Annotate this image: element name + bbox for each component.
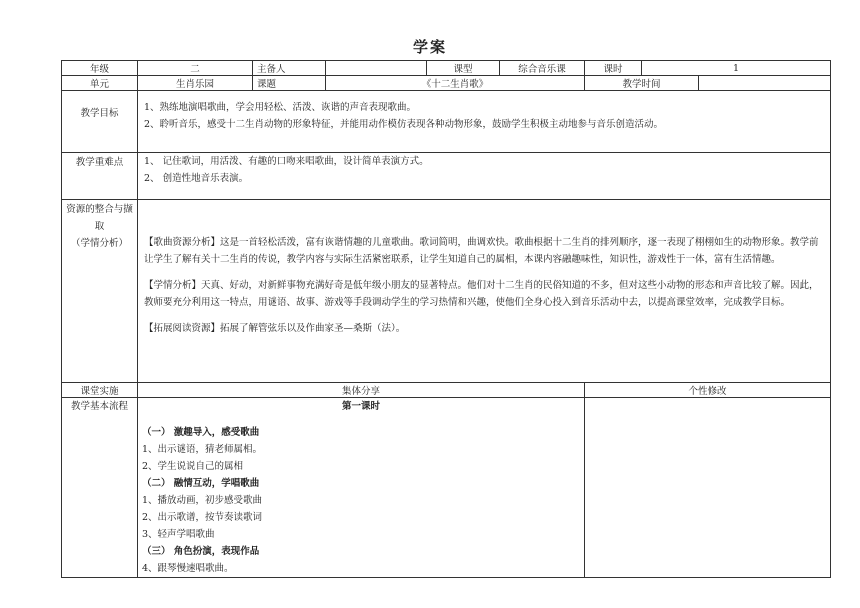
- implementation-header-row: [62, 383, 831, 398]
- lesson-type-label: 课型: [427, 61, 500, 76]
- keypoints-row: [62, 153, 831, 200]
- step-item: 4、跟琴慢速唱歌曲。: [142, 563, 234, 574]
- hours-label: 课时: [585, 61, 642, 76]
- goals-label: 教学目标: [62, 91, 138, 153]
- step-item: 2、出示歌谱，按节奏读歌词: [142, 512, 263, 523]
- goal-item: 1、熟练地演唱歌曲，学会用轻松、活泼、诙谐的声音表现歌曲。: [144, 102, 417, 113]
- section-title: （二） 融情互动，学唱歌曲: [142, 478, 260, 489]
- lesson-title: 第一课时: [341, 401, 380, 412]
- revision-column-header: 个性修改: [585, 383, 831, 398]
- step-item: 1、出示谜语，猜老师属相。: [142, 444, 263, 455]
- section-title: （三） 角色扮演，表现作品: [142, 546, 260, 557]
- preparer-label: 主备人: [253, 61, 326, 76]
- learner-analysis: 【学情分析】天真、好动，对新鲜事物充满好奇是低年级小朋友的显著特点。他们对十二生肖的民俗知道的不多，但对这些小动物的形态和声音比较了解。因此，教师要充分利用这一特点，用谜语、故事、游戏等手段调动学生的学习热情和兴趣，使他们全身心投入到音乐活动中去，以提高课堂效率，完成教学目标。: [144, 280, 819, 308]
- preparer-value: [326, 61, 427, 76]
- step-item: 2、学生说说自己的属相: [142, 461, 244, 472]
- topic-label: 课题: [253, 76, 326, 91]
- step-item: 3、轻声学唱歌曲: [142, 529, 215, 540]
- implementation-label: 课堂实施: [62, 383, 138, 398]
- keypoint-item: 2、 创造性地音乐表演。: [144, 173, 249, 184]
- unit-label: 单元: [62, 76, 138, 91]
- section-title: （一） 激趣导入，感受歌曲: [142, 427, 260, 438]
- extended-reading: 【拓展阅读资源】拓展了解管弦乐以及作曲家圣—桑斯（法）。: [144, 323, 406, 334]
- step-item: 1、播放动画，初步感受歌曲: [142, 495, 263, 506]
- song-analysis: 【歌曲资源分析】这是一首轻松活泼，富有诙谐情趣的儿童歌曲。歌词简明，曲调欢快。歌曲根据十二生肖的排列顺序，逐一表现了栩栩如生的动物形象。教学前让学生了解有关十二生肖的传说，教学内容与实际生活紧密联系，让学生知道自己的属相，本课内容融趣味性，知识性，游戏性于一体，富有生活情趣。: [144, 237, 819, 265]
- goal-item: 2、聆听音乐，感受十二生肖动物的形象特征，并能用动作模仿表现各种动物形象，鼓励学生积极主动地参与音乐创造活动。: [144, 119, 664, 130]
- hours-value: 1: [642, 61, 831, 76]
- revision-cell: [585, 398, 831, 578]
- lesson-plan-table: [61, 60, 831, 578]
- resources-content: [138, 200, 831, 383]
- keypoint-item: 1、 记住歌词，用活泼、有趣的口吻来唱歌曲，设计简单表演方式。: [144, 156, 429, 167]
- flow-label: 教学基本流程: [62, 398, 138, 578]
- goals-row: [62, 91, 831, 153]
- page-title: 学案: [412, 38, 447, 56]
- flow-row: [62, 398, 831, 578]
- topic-value: 《十二生肖歌》: [326, 76, 585, 91]
- info-row-2: [62, 76, 831, 91]
- teaching-time-value: [699, 76, 831, 91]
- shared-column-header: 集体分享: [138, 383, 585, 398]
- keypoints-label: 教学重难点: [62, 153, 138, 200]
- goals-content: [138, 91, 831, 153]
- flow-content: [138, 398, 585, 578]
- teaching-time-label: 教学时间: [585, 76, 699, 91]
- grade-label: 年级: [62, 61, 138, 76]
- info-row-1: [62, 61, 831, 76]
- resources-row: [62, 200, 831, 383]
- keypoints-content: [138, 153, 831, 200]
- grade-value: 二: [138, 61, 253, 76]
- unit-value: 生肖乐园: [138, 76, 253, 91]
- lesson-type-value: 综合音乐课: [500, 61, 585, 76]
- resources-label: 资源的整合与撷取 （学情分析）: [62, 200, 138, 383]
